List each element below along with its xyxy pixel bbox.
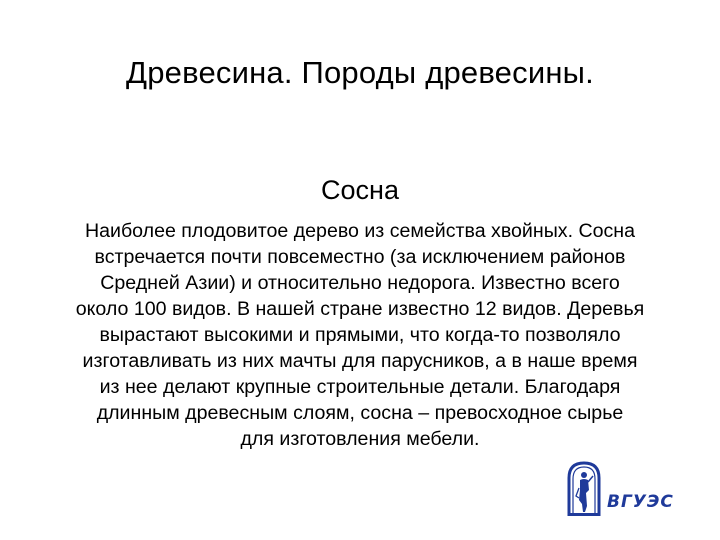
university-logo <box>565 460 675 520</box>
logo-text: ВГУЭС <box>607 492 674 512</box>
slide-title: Древесина. Породы древесины. <box>126 55 594 90</box>
logo-emblem-icon <box>565 460 603 518</box>
slide-subtitle: Сосна <box>321 175 399 205</box>
slide-body-text: Наиболее плодовитое дерево из семейства хвойных. Сосна встречается почти повсеместно (за исключением районов Средней Азии) и относительно недорога. Известно всего около 100 видов. В нашей стране известно 12 видов. Деревья вырастают высокими и прямыми, что когда-то позволяло изготавливать из них мачты для парусников, а в наше время из нее делают крупные строительные детали. Благодаря длинным древесным слоям, сосна – превосходное сырье для изготовления мебели. <box>75 220 645 450</box>
